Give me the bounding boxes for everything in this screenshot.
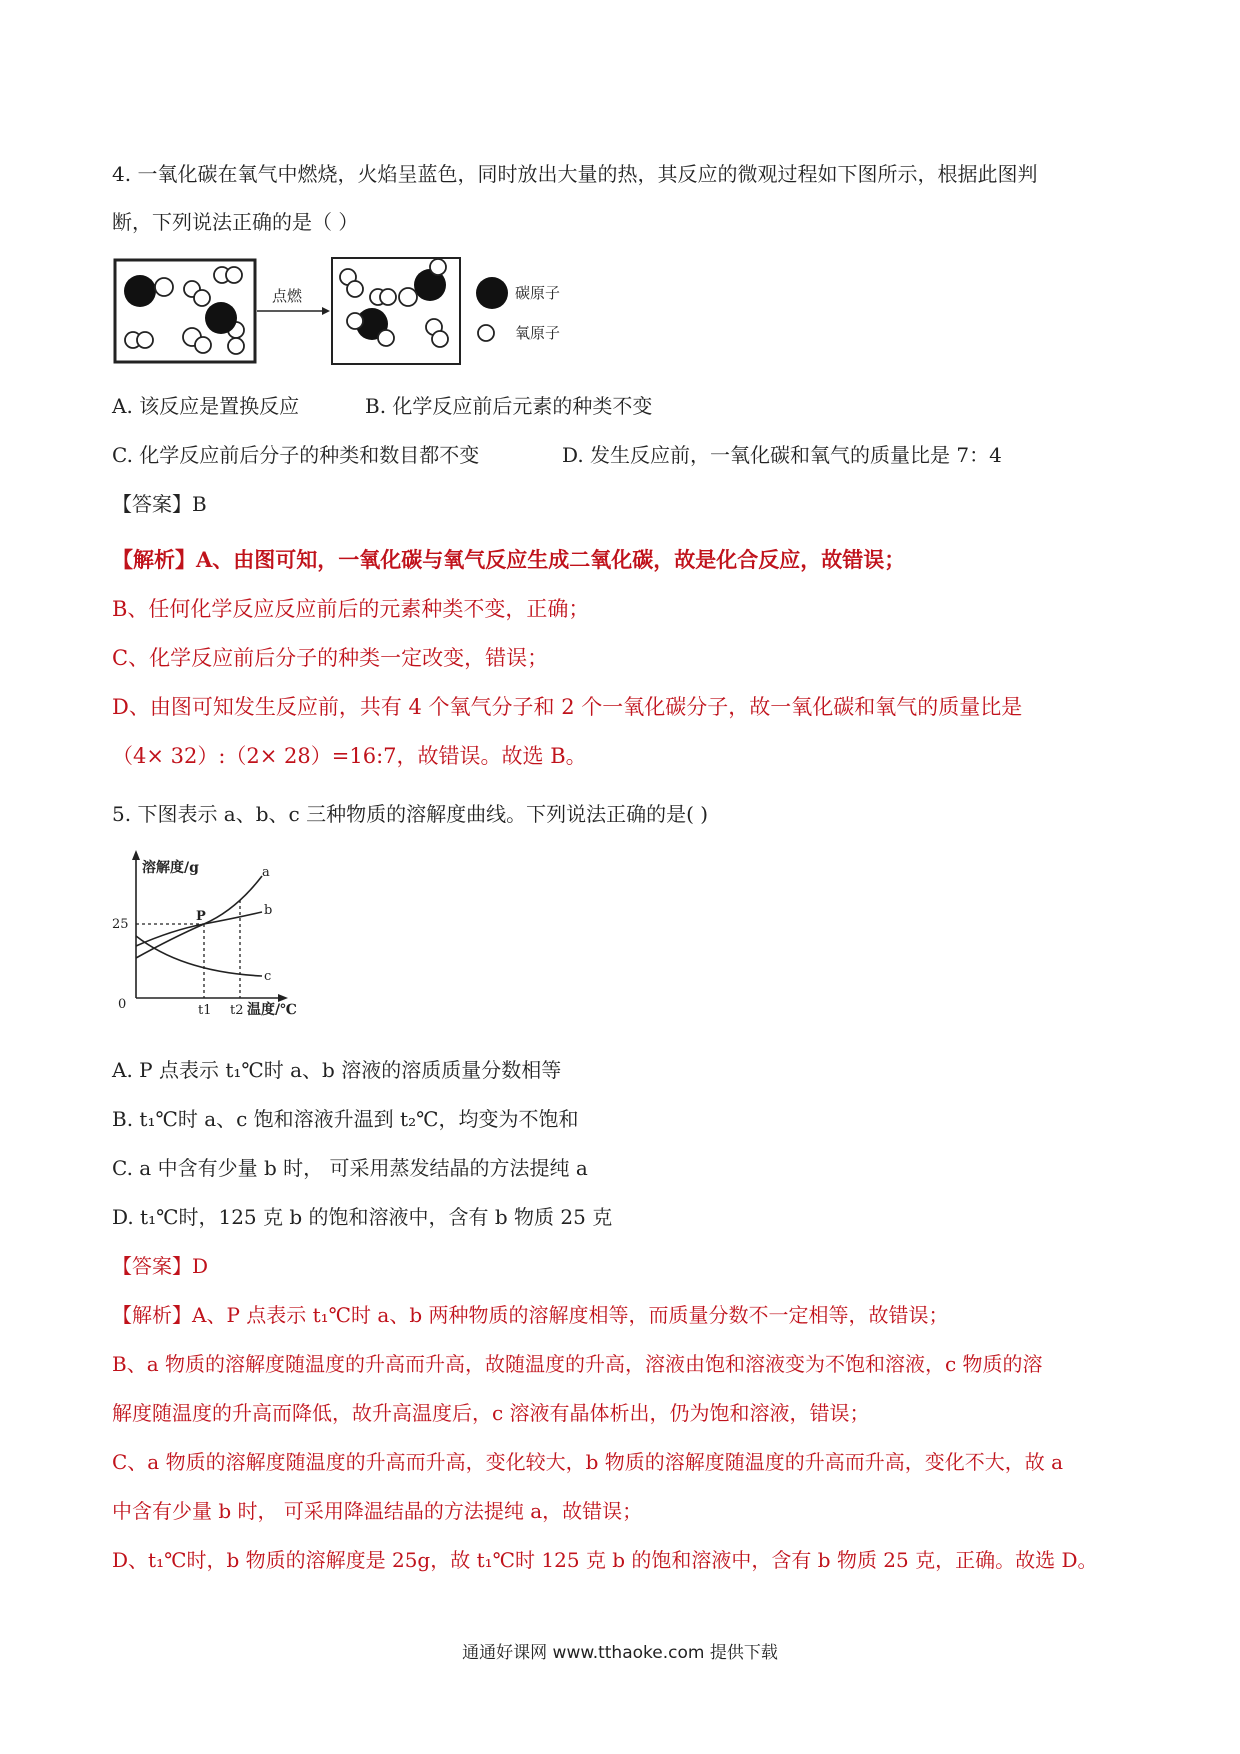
curve-c (136, 936, 262, 976)
q5-option-b: B. t₁℃时 a、c 饱和溶液升温到 t₂℃，均变为不饱和 (112, 1107, 579, 1131)
curve-c-label: c (264, 969, 272, 984)
q5-option-a: A. P 点表示 t₁℃时 a、b 溶液的溶质质量分数相等 (112, 1058, 562, 1082)
y-axis-label: 溶解度/g (142, 860, 199, 876)
q4-option-d: D. 发生反应前，一氧化碳和氧气的质量比是 7：4 (562, 443, 1002, 467)
curve-a-label: a (262, 865, 270, 880)
q5-analysis-6: D、t₁℃时，b 物质的溶解度是 25g，故 t₁℃时 125 克 b 的饱和溶液中，含有 b 物质 25 克，正确。故选 D。 (112, 1548, 1098, 1572)
q4-analysis-prefix: 【解析】 (112, 547, 196, 572)
page-footer: 通通好课网 www.tthaoke.com 提供下载 (462, 1643, 778, 1663)
q4-analysis-5: （4× 32）:（2× 28）=16:7，故错误。故选 B。 (112, 744, 587, 768)
q5-option-d: D. t₁℃时，125 克 b 的饱和溶液中，含有 b 物质 25 克 (112, 1205, 613, 1229)
reaction-diagram (112, 255, 632, 367)
legend-oxygen-label: 氧原子 (515, 324, 561, 342)
q5-analysis-2: B、a 物质的溶解度随温度的升高而升高，故随温度的升高，溶液由饱和溶液变为不饱和溶液，c 物质的溶 (112, 1352, 1043, 1376)
legend-carbon-label: 碳原子 (515, 284, 561, 302)
q4-analysis-3: C、化学反应前后分子的种类一定改变，错误； (112, 646, 549, 670)
q4-analysis-4: D、由图可知发生反应前，共有 4 个氧气分子和 2 个一氧化碳分子，故一氧化碳和氧气的质量比是 (112, 695, 1023, 719)
q5-stem: 5. 下图表示 a、b、c 三种物质的溶解度曲线。下列说法正确的是( ) (112, 802, 709, 826)
q4-answer: 【答案】B (112, 492, 207, 516)
q5-analysis-4: C、a 物质的溶解度随温度的升高而升高，变化较大，b 物质的溶解度随温度的升高而升高，变化不大，故 a (112, 1450, 1064, 1474)
x-axis-label: 温度/℃ (247, 1002, 297, 1018)
q4-analysis-1 (112, 548, 905, 572)
q4-analysis-text-1: A、由图可知，一氧化碳与氧气反应生成二氧化碳，故是化合反应，故错误； (196, 547, 906, 572)
legend-oxygen-icon (478, 325, 494, 341)
point-p-label: P (196, 909, 206, 924)
q4-analysis-2: B、任何化学反应反应前后的元素种类不变，正确； (112, 597, 590, 621)
legend-carbon-icon (476, 277, 508, 309)
origin-label: 0 (118, 997, 127, 1012)
q5-analysis-5: 中含有少量 b 时， 可采用降温结晶的方法提纯 a，故错误； (112, 1499, 643, 1523)
q4-option-c: C. 化学反应前后分子的种类和数目都不变 (112, 443, 480, 467)
q5-option-c: C. a 中含有少量 b 时， 可采用蒸发结晶的方法提纯 a (112, 1156, 588, 1180)
q5-analysis-1: 【解析】A、P 点表示 t₁℃时 a、b 两种物质的溶解度相等，而质量分数不一定相等，故错误； (112, 1303, 949, 1327)
q4-option-b: B. 化学反应前后元素的种类不变 (365, 394, 653, 418)
curve-b-label: b (264, 903, 273, 918)
y-tick-25: 25 (112, 917, 129, 932)
q4-option-a: A. 该反应是置换反应 (112, 394, 300, 418)
solubility-chart (112, 848, 322, 1018)
q5-answer: 【答案】D (112, 1254, 209, 1278)
x-tick-t1: t1 (198, 1003, 212, 1018)
q5-analysis-3: 解度随温度的升高而降低，故升高温度后，c 溶液有晶体析出，仍为饱和溶液，错误； (112, 1401, 870, 1425)
x-tick-t2: t2 (230, 1003, 244, 1018)
q4-stem-line1: 4. 一氧化碳在氧气中燃烧，火焰呈蓝色，同时放出大量的热，其反应的微观过程如下图所示，根据此图判 (112, 162, 1038, 186)
arrow-label: 点燃 (272, 287, 303, 305)
q4-stem-line2: 断，下列说法正确的是（ ） (112, 210, 359, 234)
